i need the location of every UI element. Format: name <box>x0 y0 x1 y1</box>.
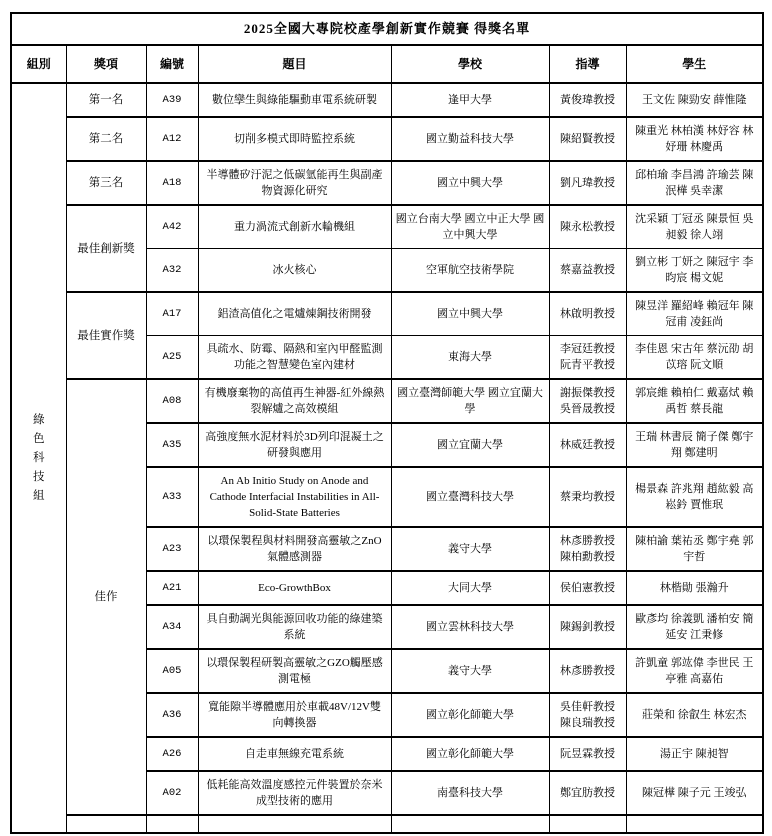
project-id: A12 <box>146 117 198 161</box>
project-topic: 有機廢棄物的高值再生神器-紅外線熱裂解爐之高效模組 <box>198 379 391 423</box>
project-students: 莊榮和 徐叡生 林宏杰 <box>626 693 763 737</box>
project-school: 國立彰化師範大學 <box>391 737 549 771</box>
table-row-A42 <box>11 205 763 249</box>
project-topic: 低耗能高效溫度感控元件裝置於奈米成型技術的應用 <box>198 771 391 815</box>
project-advisors <box>549 605 626 649</box>
project-id: A25 <box>146 336 198 380</box>
project-students: 林楷勛 張瀚升 <box>626 571 763 605</box>
project-school: 義守大學 <box>391 649 549 693</box>
project-school: 國立中興大學 <box>391 161 549 205</box>
project-id: A05 <box>146 649 198 693</box>
project-topic: 切削多模式即時監控系統 <box>198 117 391 161</box>
project-topic: 鋁渣高值化之電爐煉鋼技術開發 <box>198 292 391 336</box>
award-cell-3: 最佳創新獎 <box>66 205 146 292</box>
partial-school-cell <box>391 815 549 833</box>
advisor-line: 侯伯憲教授 <box>560 582 615 594</box>
project-students: 王文佐 陳勁安 薛惟隆 <box>626 83 763 117</box>
project-school: 義守大學 <box>391 527 549 571</box>
award-cell-4: 最佳實作獎 <box>66 292 146 379</box>
project-topic: 具自動調光與能源回收功能的綠建築系統 <box>198 605 391 649</box>
project-id: A02 <box>146 771 198 815</box>
project-school: 大同大學 <box>391 571 549 605</box>
project-school: 南臺科技大學 <box>391 771 549 815</box>
group-cell: 綠 色 科 技 組 <box>11 83 66 833</box>
project-students: 陳重光 林柏漢 林妤容 林妤珊 林慶禹 <box>626 117 763 161</box>
project-id: A18 <box>146 161 198 205</box>
project-advisors <box>549 571 626 605</box>
project-id: A42 <box>146 205 198 249</box>
awards-table <box>10 12 764 834</box>
project-id: A35 <box>146 423 198 467</box>
project-topic: 數位孿生與綠能驅動車電系統研製 <box>198 83 391 117</box>
project-id: A32 <box>146 249 198 293</box>
project-students: 許凱童 郭竑偉 李世民 王亭雅 高嘉佑 <box>626 649 763 693</box>
advisor-line: 陳紹賢教授 <box>560 133 615 145</box>
col-header-students: 學生 <box>626 45 763 83</box>
project-advisors <box>549 117 626 161</box>
table-row-A08 <box>11 379 763 423</box>
project-topic: 寬能隙半導體應用於車載48V/12V雙向轉換器 <box>198 693 391 737</box>
project-advisors <box>549 737 626 771</box>
project-id: A26 <box>146 737 198 771</box>
project-advisors <box>549 83 626 117</box>
project-advisors <box>549 693 626 737</box>
project-school: 國立臺灣科技大學 <box>391 467 549 527</box>
project-id: A08 <box>146 379 198 423</box>
partial-award-cell <box>66 815 146 833</box>
project-students: 陳冠樺 陳子元 王竣弘 <box>626 771 763 815</box>
col-header-id: 編號 <box>146 45 198 83</box>
advisor-line: 蔡秉均教授 <box>560 491 615 503</box>
col-header-advisor: 指導 <box>549 45 626 83</box>
project-students: 邱柏瑜 李昌鴻 許瑜芸 陳泯樺 吳幸潔 <box>626 161 763 205</box>
award-cell-1: 第二名 <box>66 117 146 161</box>
project-school: 國立宜蘭大學 <box>391 423 549 467</box>
partial-id-cell <box>146 815 198 833</box>
project-id: A21 <box>146 571 198 605</box>
advisor-line: 吳晉晟教授 <box>560 403 615 415</box>
project-advisors <box>549 527 626 571</box>
advisor-line: 黃俊瑋教授 <box>560 94 615 106</box>
project-students: 劉立彬 丁妍之 陳冠宇 李昀宸 楊文妮 <box>626 249 763 293</box>
advisor-line: 陳柏勳教授 <box>560 551 615 563</box>
project-topic: An Ab Initio Study on Anode and Cathode Interfacial Instabilities in All-Solid-State Batteries <box>198 467 391 527</box>
project-topic: 以環保製程與材料開發高靈敏之ZnO氣體感測器 <box>198 527 391 571</box>
project-advisors <box>549 423 626 467</box>
project-students: 湯正宇 陳昶智 <box>626 737 763 771</box>
project-topic: 具疏水、防霉、隔熱和室內甲醛監測功能之智慧變色室內建材 <box>198 336 391 380</box>
project-school: 國立勤益科技大學 <box>391 117 549 161</box>
advisor-line: 吳佳軒教授 <box>560 701 615 713</box>
project-school: 國立台南大學 國立中正大學 國立中興大學 <box>391 205 549 249</box>
advisor-line: 林彥勝教授 <box>560 665 615 677</box>
partial-topic-cell <box>198 815 391 833</box>
project-topic: 重力渦流式創新水輪機組 <box>198 205 391 249</box>
project-school: 國立臺灣師範大學 國立宜蘭大學 <box>391 379 549 423</box>
project-school: 逢甲大學 <box>391 83 549 117</box>
advisor-line: 李冠廷教授 <box>560 343 615 355</box>
advisor-line: 鄭宜肪教授 <box>560 787 615 799</box>
partial-students-cell <box>626 815 763 833</box>
project-topic: 冰火核心 <box>198 249 391 293</box>
table-row-partial <box>11 815 763 833</box>
project-advisors <box>549 379 626 423</box>
project-students: 楊景森 許兆翔 趙紘毅 高崧鈐 賈惟珉 <box>626 467 763 527</box>
project-id: A39 <box>146 83 198 117</box>
project-students: 歐彥均 徐義凱 潘柏安 簡延安 江秉修 <box>626 605 763 649</box>
project-topic: 自走車無線充電系統 <box>198 737 391 771</box>
page-title: 2025全國大專院校產學創新實作競賽 得獎名單 <box>11 13 763 45</box>
project-id: A36 <box>146 693 198 737</box>
project-id: A17 <box>146 292 198 336</box>
advisor-line: 陳良瑞教授 <box>560 717 615 729</box>
project-school: 國立雲林科技大學 <box>391 605 549 649</box>
project-advisors <box>549 249 626 293</box>
advisor-line: 林彥勝教授 <box>560 535 615 547</box>
project-advisors <box>549 205 626 249</box>
table-row-A12 <box>11 117 763 161</box>
project-students: 陳柏諭 葉祐丞 鄭宇堯 郭宇哲 <box>626 527 763 571</box>
col-header-school: 學校 <box>391 45 549 83</box>
project-students: 王瑞 林書辰 簡子傑 鄭宇翔 鄭建明 <box>626 423 763 467</box>
advisor-line: 陳錫釗教授 <box>560 621 615 633</box>
table-row-A18 <box>11 161 763 205</box>
col-header-topic: 題目 <box>198 45 391 83</box>
project-topic: 高強度無水泥材料於3D列印混凝土之研發與應用 <box>198 423 391 467</box>
project-students: 李佳恩 宋古年 蔡沅劭 胡苡瑢 阮文順 <box>626 336 763 380</box>
project-school: 國立中興大學 <box>391 292 549 336</box>
header-row <box>11 45 763 83</box>
project-school: 國立彰化師範大學 <box>391 693 549 737</box>
advisor-line: 林啟明教授 <box>560 308 615 320</box>
project-school: 空軍航空技術學院 <box>391 249 549 293</box>
project-students: 沈采穎 丁冠丞 陳景恒 吳昶毅 徐人翊 <box>626 205 763 249</box>
advisor-line: 阮昱霖教授 <box>560 748 615 760</box>
project-id: A33 <box>146 467 198 527</box>
table-row-A17 <box>11 292 763 336</box>
award-cell-2: 第三名 <box>66 161 146 205</box>
project-school: 東海大學 <box>391 336 549 380</box>
project-students: 郭宸維 賴柏仁 戴嘉烒 賴禹哲 蔡長龍 <box>626 379 763 423</box>
award-cell-0: 第一名 <box>66 83 146 117</box>
project-advisors <box>549 649 626 693</box>
project-id: A34 <box>146 605 198 649</box>
col-header-group: 組別 <box>11 45 66 83</box>
project-topic: 以環保製程研製高靈敏之GZO觸壓感測電極 <box>198 649 391 693</box>
project-topic: 半導體矽汙泥之低碳氫能再生與副產物資源化研究 <box>198 161 391 205</box>
partial-advisor-cell <box>549 815 626 833</box>
title-row <box>11 13 763 45</box>
advisor-line: 陳永松教授 <box>560 221 615 233</box>
project-students: 陳昱洋 羅紹峰 賴冠年 陳冠甫 凌鈺尚 <box>626 292 763 336</box>
project-topic: Eco-GrowthBox <box>198 571 391 605</box>
project-advisors <box>549 771 626 815</box>
table-row-A39 <box>11 83 763 117</box>
project-id: A23 <box>146 527 198 571</box>
advisor-line: 劉凡瑋教授 <box>560 177 615 189</box>
advisor-line: 阮青平教授 <box>560 359 615 371</box>
col-header-award: 獎項 <box>66 45 146 83</box>
project-advisors <box>549 467 626 527</box>
project-advisors <box>549 161 626 205</box>
advisor-line: 謝振傑教授 <box>560 387 615 399</box>
award-cell-5: 佳作 <box>66 379 146 815</box>
project-advisors <box>549 292 626 336</box>
advisor-line: 蔡嘉益教授 <box>560 264 615 276</box>
advisor-line: 林威廷教授 <box>560 439 615 451</box>
project-advisors <box>549 336 626 380</box>
